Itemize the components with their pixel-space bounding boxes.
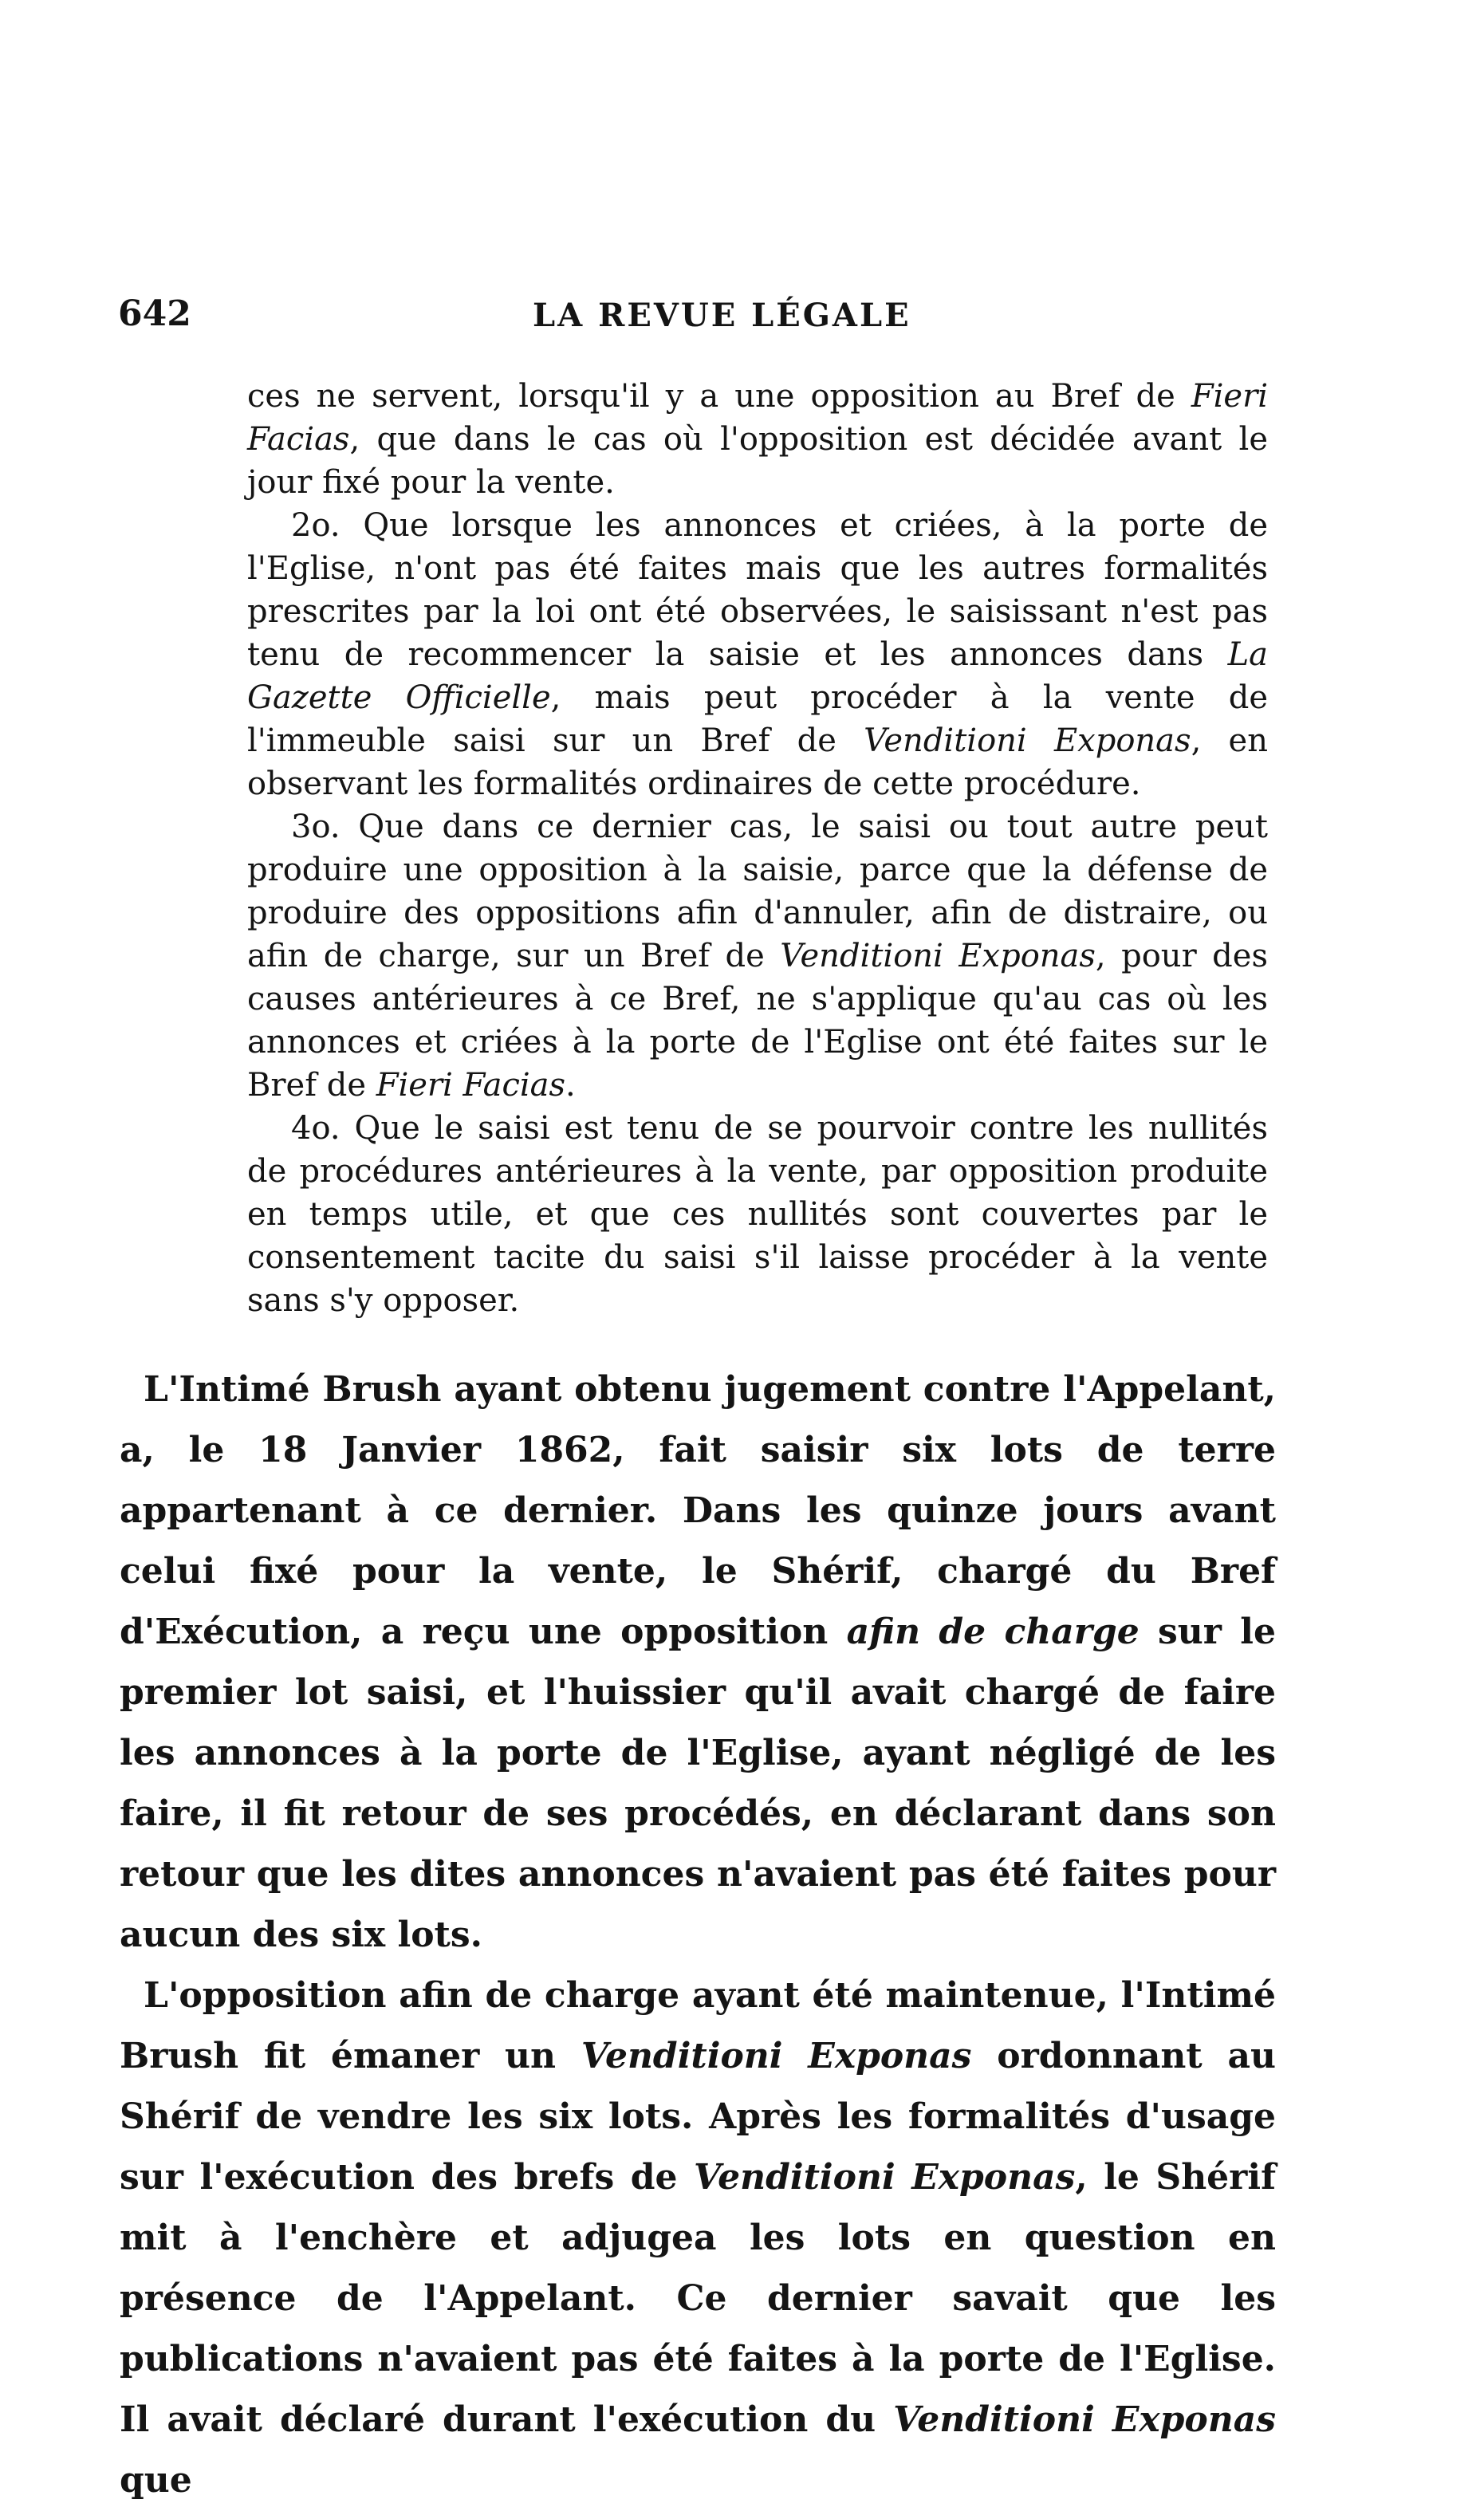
summary-paragraph-2: [247, 504, 1268, 805]
body-text: L'Intimé Brush ayant obtenu jugement contre l'Appelant, a, le 18 Janvier 1862, fait saisir six lots de terre appartenant à ce dernier. Dans les quinze jours avant celui fixé pour la vente, le Shérif, chargé du Bref d'Exécution, a reçu une opposition: [120, 1369, 1276, 1652]
body-text: L'opposition afin de charge ayant été maintenue, l'Intimé Brush fit émaner un: [120, 1975, 1276, 2076]
case-summary: [247, 375, 1268, 1322]
body-italic: Venditioni Exponas: [581, 2036, 972, 2076]
summary-text: 3o. Que dans ce dernier cas, le saisi ou tout autre peut produire une opposition à la saisie, parce que la défense de produire des oppositions afin d'annuler, afin de distraire, ou afin de charge, sur un Bref de: [247, 809, 1268, 974]
body-paragraph-1: [120, 1360, 1276, 1966]
case-facts: [120, 1360, 1276, 2511]
body-paragraph-2: [120, 1966, 1276, 2511]
summary-italic: Fieri Facias: [376, 1067, 566, 1104]
summary-text: , que dans le cas où l'opposition est décidée avant le jour fixé pour la vente.: [247, 421, 1268, 501]
summary-italic: Fieri Facias: [247, 378, 1268, 458]
summary-text: .: [565, 1067, 576, 1104]
body-italic: Venditioni Exponas: [893, 2399, 1276, 2440]
body-text: , le Shérif mit à l'enchère et adjugea les lots en question en présence de l'Appelant. Ce dernier savait que les publications n'avaient pas été faites à la porte de l'Eglise. Il avait déclaré durant l'exécution du: [120, 2157, 1277, 2440]
summary-italic: La Gazette Officielle: [247, 636, 1268, 716]
summary-text: 2o. Que lorsque les annonces et criées, à la porte de l'Eglise, n'ont pas été faites mais que les autres formalités prescrites par la loi ont été observées, le saisissant n'est pas tenu de recommencer la saisie et les annonces dans: [247, 507, 1268, 673]
summary-text: , pour des causes antérieures à ce Bref, ne s'applique qu'au cas où les annonces et criées à la porte de l'Eglise ont été faites sur le Bref de: [247, 938, 1268, 1104]
body-italic: afin de charge: [846, 1612, 1140, 1652]
summary-paragraph-1: [247, 375, 1268, 504]
summary-italic: Venditioni Exponas: [864, 722, 1191, 759]
summary-text: ces ne servent, lorsqu'il y a une opposition au Bref de: [247, 378, 1191, 415]
summary-text: , mais peut procéder à la vente de l'immeuble saisi sur un Bref de: [247, 679, 1268, 759]
summary-paragraph-3: [247, 805, 1268, 1107]
summary-paragraph-4: 4o. Que le saisi est tenu de se pourvoir contre les nullités de procédures antérieures à la vente, par opposition produite en temps utile, et que ces nullités sont couvertes par le consentement tacite du saisi s'il laisse procéder à la vente sans s'y opposer.: [247, 1110, 1268, 1319]
page-header: [118, 293, 995, 341]
body-text: que: [120, 2460, 192, 2501]
body-italic: Venditioni Exponas: [694, 2157, 1076, 2198]
page-number: 642: [118, 293, 191, 334]
summary-italic: Venditioni Exponas: [780, 938, 1096, 974]
body-text: sur le premier lot saisi, et l'huissier qu'il avait chargé de faire les annonces à la porte de l'Eglise, ayant négligé de les faire, il fit retour de ses procédés, en déclarant dans son retour que les dites annonces n'avaient pas été faites pour aucun des six lots.: [120, 1612, 1277, 1955]
summary-text: , en observant les formalités ordinaires de cette procédure.: [247, 722, 1268, 802]
body-text: ordonnant au Shérif de vendre les six lots. Après les formalités d'usage sur l'exécution des brefs de: [120, 2036, 1276, 2198]
running-title: LA REVUE LÉGALE: [533, 297, 911, 334]
